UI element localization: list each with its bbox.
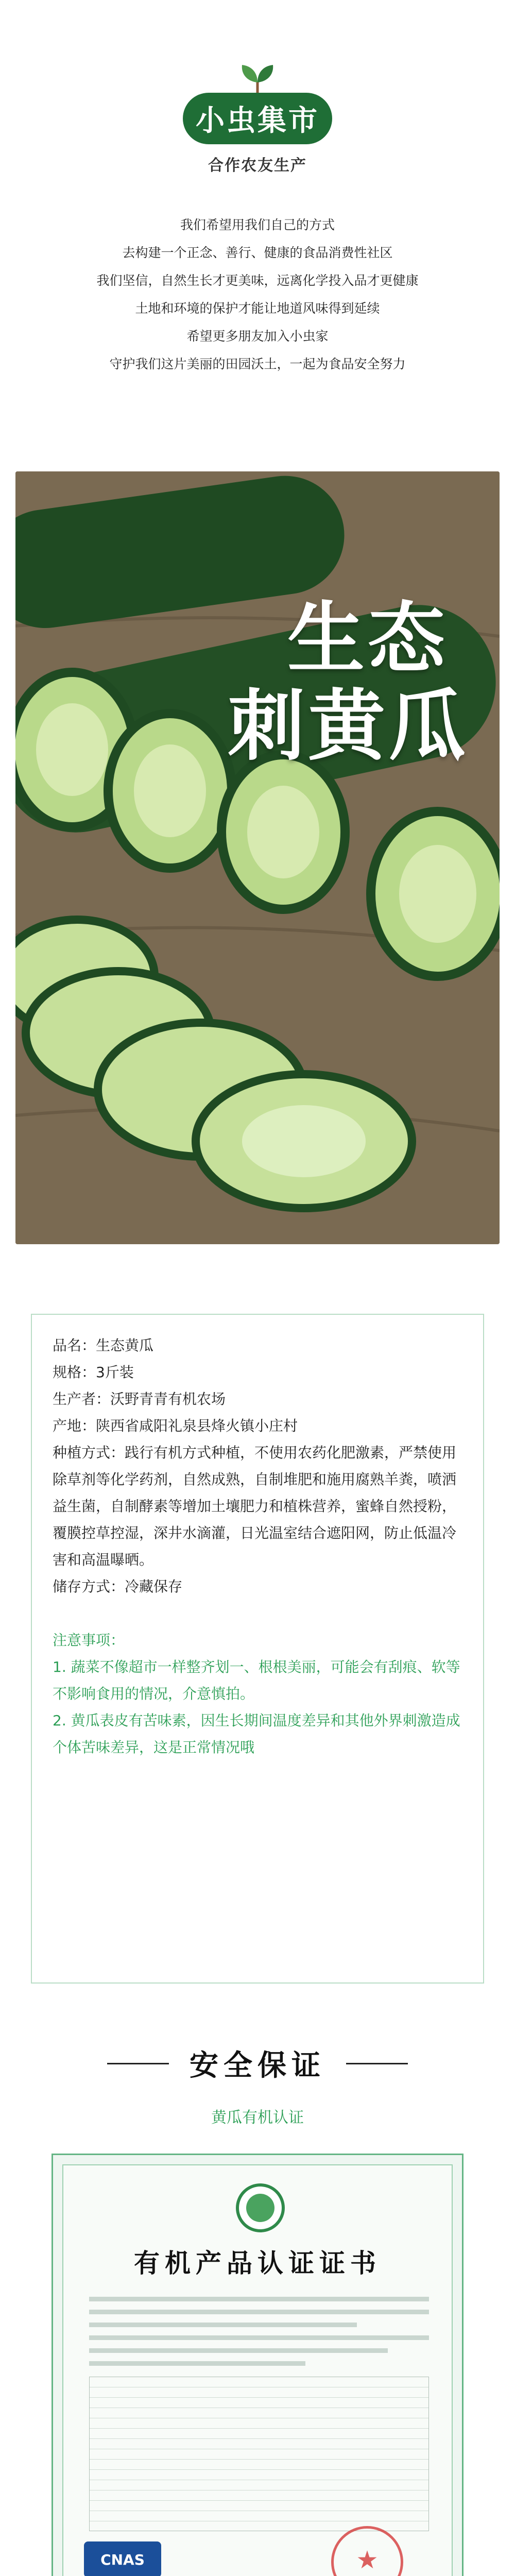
cert-text-line [89, 2335, 429, 2340]
table-row [90, 2470, 428, 2480]
spec-storage: 储存方式：冷藏保存 [53, 1578, 183, 1595]
table-row [90, 2387, 428, 2398]
divider [107, 2063, 169, 2064]
section-title [77, 2040, 438, 2087]
hero-title-line: 刺黄瓜 [227, 682, 469, 771]
table-row [90, 2501, 428, 2511]
table-row [90, 2511, 428, 2521]
cert-text-line [89, 2361, 305, 2366]
cert-text-line [89, 2297, 429, 2301]
intro-line: 去构建一个正念、善行、健康的食品消费性社区 [122, 245, 393, 260]
table-row [90, 2377, 428, 2387]
notice-block [53, 1627, 462, 1761]
organic-certificate-image [52, 2154, 464, 2576]
section-subtitle: 黄瓜有机认证 [211, 2109, 304, 2127]
cert-text-line [89, 2348, 388, 2353]
organic-seal-icon [236, 2183, 285, 2232]
section-title-text: 安全保证 [190, 2049, 325, 2082]
intro-line: 我们坚信，自然生长才更美味，远离化学投入品才更健康 [96, 273, 419, 288]
notice-item: 2. 黄瓜表皮有苦味素，因生长期间温度差异和其他外界刺激造成个体苦味差异，这是正常情况哦 [53, 1712, 460, 1756]
cucumber-illustration [15, 471, 500, 1244]
spec-method: 种植方式：践行有机方式种植，不使用农药化肥激素，严禁使用除草剂等化学药剂，自然成熟，自制堆肥和施用腐熟羊粪，喷洒益生菌，自制酵素等增加土壤肥力和植株营养，蜜蜂自然授粉，覆膜控草控湿，深井水滴灌，日光温室结合遮阳网，防止低温冷害和高温曝晒。 [53, 1444, 457, 1568]
sprout-logo-icon [232, 61, 283, 97]
star-icon: ★ [356, 2546, 379, 2574]
brand-logo-text: 小虫集市 [196, 104, 319, 138]
table-row [90, 2398, 428, 2408]
cnas-logo [84, 2541, 161, 2576]
hero-title [201, 595, 469, 770]
cnas-logo-text: CNAS [100, 2551, 145, 2568]
brand-logo [183, 93, 332, 144]
certificate-title: 有机产品认证证书 [134, 2248, 381, 2278]
table-row [90, 2449, 428, 2460]
table-row [90, 2480, 428, 2490]
intro-line: 土地和环境的保护才能让地道风味得到延续 [135, 301, 380, 316]
table-row [90, 2439, 428, 2449]
table-row [90, 2408, 428, 2418]
product-info-card [31, 1314, 484, 1984]
red-stamp-icon [331, 2526, 403, 2576]
intro-line: 希望更多朋友加入小虫家 [186, 329, 329, 344]
intro-line: 守护我们这片美丽的田园沃土，一起为食品安全努力 [109, 357, 406, 371]
cert-text-line [89, 2323, 357, 2327]
spec-name: 品名：生态黄瓜 [53, 1337, 154, 1354]
spec-size: 规格：3斤装 [53, 1364, 134, 1381]
certificate-table [89, 2377, 429, 2531]
spec-origin: 产地：陕西省咸阳礼泉县烽火镇小庄村 [53, 1417, 298, 1434]
seal-center [246, 2194, 274, 2222]
intro-text [31, 211, 484, 378]
notice-item: 1. 蔬菜不像超市一样整齐划一、根根美丽，可能会有刮痕、软等不影响食用的情况，介意慎拍。 [53, 1658, 460, 1702]
table-row [90, 2460, 428, 2470]
hero-cucumber-photo [15, 471, 500, 1244]
notice-heading: 注意事项： [53, 1632, 125, 1649]
cert-text-line [89, 2310, 429, 2314]
spec-producer: 生产者：沃野青青有机农场 [53, 1391, 226, 1408]
certificate-body [62, 2164, 453, 2576]
intro-line: 我们希望用我们自己的方式 [180, 217, 335, 232]
divider [346, 2063, 408, 2064]
table-row [90, 2490, 428, 2501]
brand-subtitle: 合作农友生产 [208, 157, 307, 175]
table-row [90, 2418, 428, 2429]
hero-title-line: 生态 [287, 594, 448, 684]
table-row [90, 2429, 428, 2439]
